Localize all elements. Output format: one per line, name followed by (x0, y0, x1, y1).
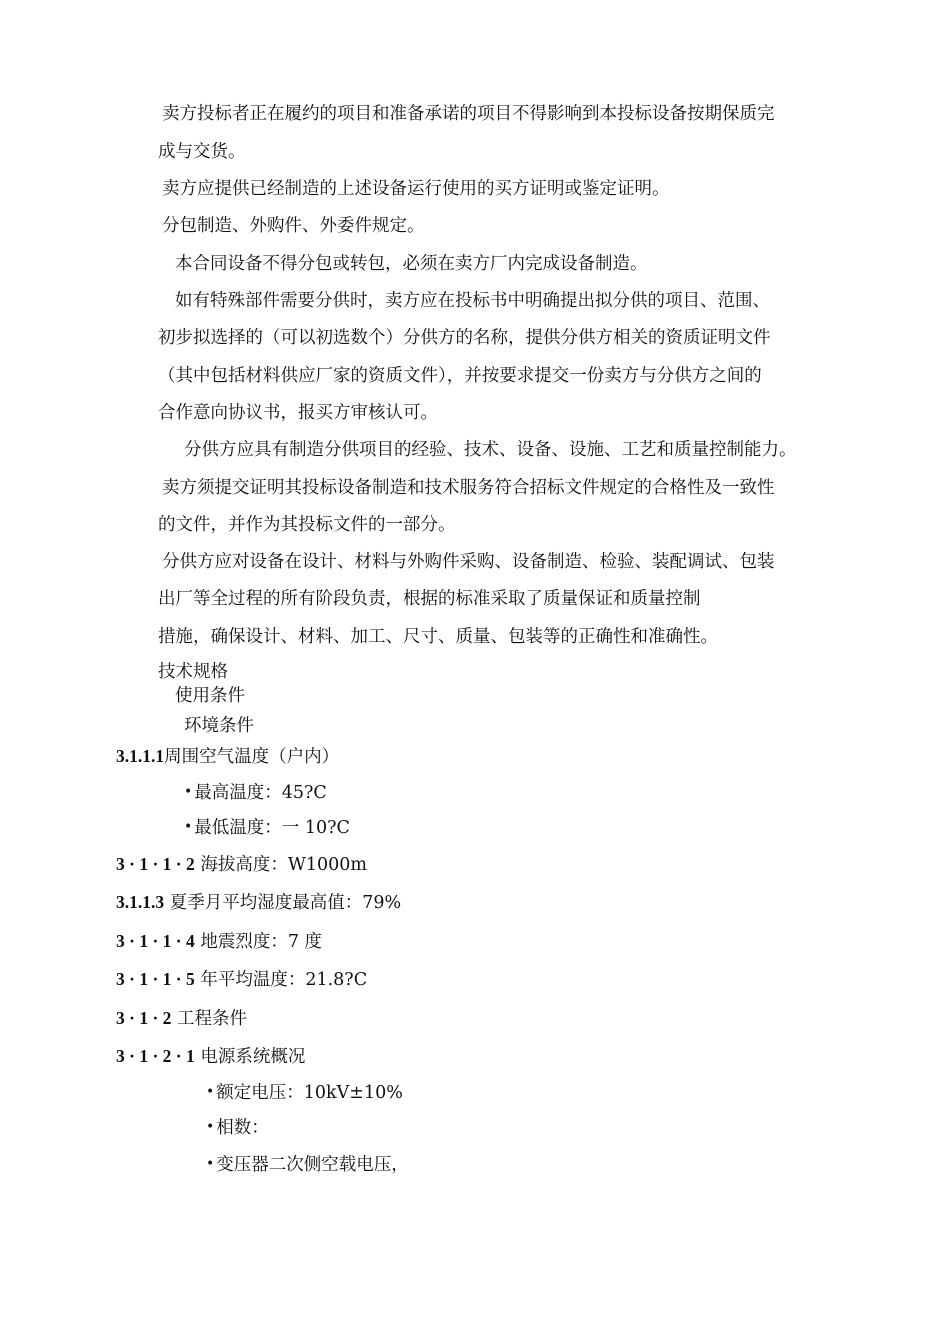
bullet-text: 最低温度：一 10?C (194, 818, 350, 838)
numbered-item (116, 929, 322, 954)
item-text: 海拔高度：W1000m (200, 855, 367, 875)
bullet-icon: • (206, 1084, 215, 1100)
paragraph-line: 分供方应具有制造分供项目的经验、技术、设备、设施、工艺和质量控制能力。 (184, 440, 797, 460)
paragraph-line: 措施，确保设计、材料、加工、尺寸、质量、包装等的正确性和准确性。 (158, 627, 718, 647)
item-text: 工程条件 (177, 1009, 248, 1029)
item-text: 地震烈度：7 度 (200, 932, 323, 952)
item-text: 周围空气温度（户内） (164, 747, 340, 767)
item-text: 电源系统概况 (200, 1047, 306, 1067)
bullet-item (184, 780, 327, 805)
numbered-item (116, 890, 401, 915)
item-number: 3 · 1 · 1 · 4 (116, 931, 195, 951)
heading-env-conditions: 环境条件 (184, 716, 254, 736)
paragraph-line: 卖方须提交证明其投标设备制造和技术服务符合招标文件规定的合格性及一致性 (162, 478, 775, 498)
item-number: 3 · 1 · 1 · 2 (116, 854, 195, 874)
paragraph-line: 卖方投标者正在履约的项目和准备承诺的项目不得影响到本投标设备按期保质完 (162, 104, 775, 124)
bullet-icon: • (206, 1119, 215, 1135)
numbered-item (116, 744, 339, 769)
item-number: 3.1.1.3 (116, 892, 165, 912)
paragraph-line: 分供方应对设备在设计、材料与外购件采购、设备制造、检验、装配调试、包装 (162, 552, 775, 572)
heading-use-conditions: 使用条件 (175, 686, 245, 706)
bullet-text: 相数： (216, 1118, 269, 1138)
bullet-item (206, 1115, 269, 1140)
bullet-icon: • (206, 1156, 215, 1172)
paragraph-line: 的文件，并作为其投标文件的一部分。 (158, 515, 456, 535)
item-number: 3 · 1 · 2 (116, 1008, 172, 1028)
paragraph-line: 本合同设备不得分包或转包，必须在卖方厂内完成设备制造。 (175, 254, 648, 274)
numbered-item (116, 852, 367, 877)
paragraph-line: 卖方应提供已经制造的上述设备运行使用的买方证明或鉴定证明。 (162, 179, 670, 199)
paragraph-line: 初步拟选择的（可以初选数个）分供方的名称，提供分供方相关的资质证明文件 (158, 328, 771, 348)
bullet-icon: • (184, 784, 193, 800)
item-text: 年平均温度：21.8?C (200, 970, 368, 990)
numbered-item (116, 1006, 247, 1031)
bullet-text: 变压器二次侧空载电压， (216, 1155, 409, 1175)
heading-tech-spec: 技术规格 (158, 662, 228, 682)
bullet-item (206, 1080, 403, 1105)
bullet-item (184, 815, 350, 840)
bullet-icon: • (184, 819, 193, 835)
numbered-item (116, 967, 367, 992)
item-text: 夏季月平均湿度最高值：79% (169, 893, 402, 913)
paragraph-line: （其中包括材料供应厂家的资质文件），并按要求提交一份卖方与分供方之间的 (158, 366, 762, 386)
paragraph-line: 出厂等全过程的所有阶段负责，根据的标准采取了质量保证和质量控制 (158, 589, 701, 609)
bullet-text: 最高温度：45?C (194, 783, 327, 803)
numbered-item (116, 1044, 305, 1069)
item-number: 3 · 1 · 1 · 5 (116, 969, 195, 989)
item-number: 3 · 1 · 2 · 1 (116, 1046, 195, 1066)
paragraph-line: 分包制造、外购件、外委件规定。 (162, 216, 425, 236)
bullet-item (206, 1152, 409, 1177)
bullet-text: 额定电压：10kV±10% (216, 1083, 403, 1103)
paragraph-line: 如有特殊部件需要分供时，卖方应在投标书中明确提出拟分供的项目、范围、 (175, 291, 770, 311)
paragraph-line: 合作意向协议书，报买方审核认可。 (158, 403, 438, 423)
paragraph-line: 成与交货。 (158, 142, 246, 162)
item-number: 3.1.1.1 (116, 746, 165, 766)
